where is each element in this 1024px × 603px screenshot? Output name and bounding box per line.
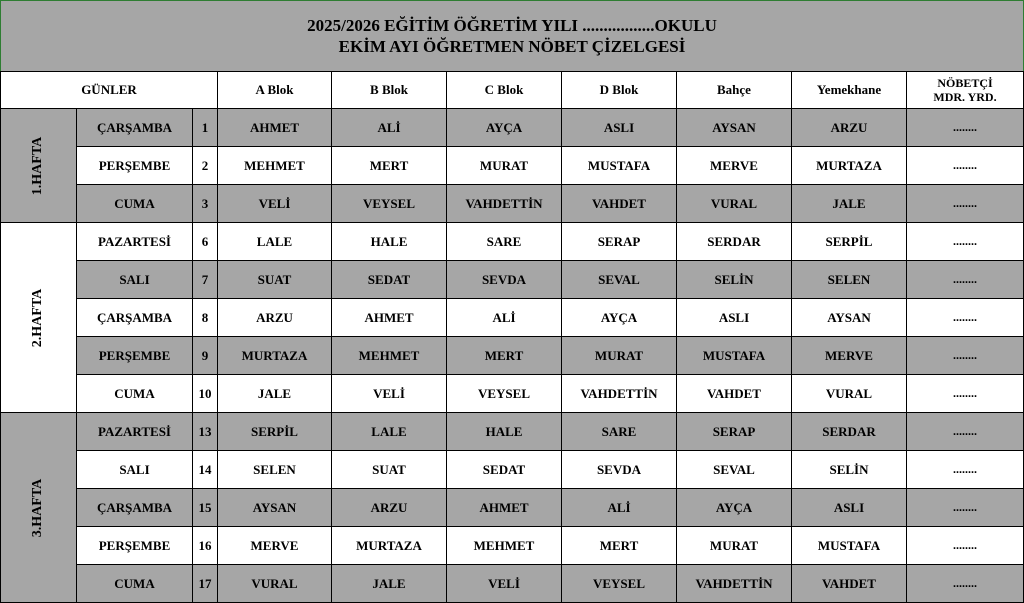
teacher-cell: SERDAR (792, 413, 907, 451)
day-cell: ÇARŞAMBA (77, 489, 193, 527)
day-number-cell: 10 (193, 375, 218, 413)
teacher-cell: AYSAN (792, 299, 907, 337)
duty-vice-principal-cell: ........ (907, 413, 1024, 451)
column-header-bahce: Bahçe (677, 72, 792, 109)
teacher-cell: SEVAL (677, 451, 792, 489)
teacher-cell: MURTAZA (792, 147, 907, 185)
teacher-cell: MUSTAFA (562, 147, 677, 185)
teacher-cell: ARZU (332, 489, 447, 527)
schedule-row (1, 451, 1024, 489)
teacher-cell: VELİ (332, 375, 447, 413)
teacher-cell: MERVE (677, 147, 792, 185)
schedule-row (1, 337, 1024, 375)
teacher-cell: AYÇA (562, 299, 677, 337)
day-number-cell: 14 (193, 451, 218, 489)
teacher-cell: SELİN (677, 261, 792, 299)
duty-vice-principal-cell: ........ (907, 337, 1024, 375)
day-number-cell: 16 (193, 527, 218, 565)
duty-vice-principal-cell: ........ (907, 527, 1024, 565)
schedule-row (1, 109, 1024, 147)
teacher-cell: ALİ (562, 489, 677, 527)
schedule-row (1, 489, 1024, 527)
teacher-cell: MEHMET (447, 527, 562, 565)
teacher-cell: MURAT (677, 527, 792, 565)
teacher-cell: VAHDETTİN (562, 375, 677, 413)
teacher-cell: MUSTAFA (677, 337, 792, 375)
teacher-cell: SUAT (332, 451, 447, 489)
teacher-cell: SERPİL (218, 413, 332, 451)
teacher-cell: VELİ (447, 565, 562, 603)
schedule-row (1, 185, 1024, 223)
teacher-cell: MURAT (447, 147, 562, 185)
day-cell: CUMA (77, 375, 193, 413)
teacher-cell: MURTAZA (218, 337, 332, 375)
teacher-cell: JALE (332, 565, 447, 603)
teacher-cell: ASLI (562, 109, 677, 147)
teacher-cell: SEDAT (447, 451, 562, 489)
teacher-cell: MERT (332, 147, 447, 185)
schedule-row (1, 261, 1024, 299)
teacher-cell: SERDAR (677, 223, 792, 261)
duty-vice-principal-cell: ........ (907, 375, 1024, 413)
duty-header-line2: MDR. YRD. (933, 90, 997, 104)
day-cell: PERŞEMBE (77, 337, 193, 375)
teacher-cell: MURTAZA (332, 527, 447, 565)
teacher-cell: SERPİL (792, 223, 907, 261)
teacher-cell: AYSAN (218, 489, 332, 527)
day-number-cell: 2 (193, 147, 218, 185)
day-number-cell: 15 (193, 489, 218, 527)
teacher-cell: MEHMET (218, 147, 332, 185)
teacher-cell: LALE (218, 223, 332, 261)
week-label: 3.HAFTA (30, 478, 46, 538)
teacher-cell: ARZU (792, 109, 907, 147)
week-label-cell (1, 413, 77, 603)
duty-schedule-table-wrapper (0, 71, 1024, 603)
teacher-cell: JALE (218, 375, 332, 413)
header-row (1, 72, 1024, 109)
teacher-cell: VEYSEL (332, 185, 447, 223)
duty-vice-principal-cell: ........ (907, 147, 1024, 185)
week-label-cell (1, 109, 77, 223)
schedule-title-banner (0, 0, 1024, 72)
schedule-row (1, 147, 1024, 185)
day-cell: CUMA (77, 565, 193, 603)
day-number-cell: 9 (193, 337, 218, 375)
teacher-cell: SEVDA (447, 261, 562, 299)
teacher-cell: HALE (332, 223, 447, 261)
day-cell: PERŞEMBE (77, 147, 193, 185)
day-cell: PAZARTESİ (77, 413, 193, 451)
column-header-duty-vice-principal (907, 72, 1024, 109)
schedule-row (1, 413, 1024, 451)
column-header-c-blok: C Blok (447, 72, 562, 109)
teacher-cell: MUSTAFA (792, 527, 907, 565)
duty-vice-principal-cell: ........ (907, 261, 1024, 299)
teacher-cell: VAHDET (792, 565, 907, 603)
teacher-cell: ARZU (218, 299, 332, 337)
day-cell: SALI (77, 451, 193, 489)
day-number-cell: 17 (193, 565, 218, 603)
teacher-cell: VEYSEL (447, 375, 562, 413)
teacher-cell: VURAL (677, 185, 792, 223)
schedule-row (1, 565, 1024, 603)
teacher-cell: HALE (447, 413, 562, 451)
column-header-a-blok: A Blok (218, 72, 332, 109)
teacher-cell: AHMET (332, 299, 447, 337)
teacher-cell: MERVE (218, 527, 332, 565)
schedule-title-line2: EKİM AYI ÖĞRETMEN NÖBET ÇİZELGESİ (338, 37, 686, 56)
column-header-b-blok: B Blok (332, 72, 447, 109)
day-number-cell: 6 (193, 223, 218, 261)
duty-vice-principal-cell: ........ (907, 109, 1024, 147)
day-cell: PERŞEMBE (77, 527, 193, 565)
duty-vice-principal-cell: ........ (907, 565, 1024, 603)
teacher-cell: LALE (332, 413, 447, 451)
duty-vice-principal-cell: ........ (907, 451, 1024, 489)
teacher-cell: VELİ (218, 185, 332, 223)
teacher-cell: VURAL (792, 375, 907, 413)
teacher-cell: AYSAN (677, 109, 792, 147)
teacher-cell: SELEN (792, 261, 907, 299)
teacher-cell: MURAT (562, 337, 677, 375)
teacher-cell: AHMET (218, 109, 332, 147)
duty-header-line1: NÖBETÇİ (937, 76, 993, 90)
teacher-cell: ALİ (332, 109, 447, 147)
day-number-cell: 1 (193, 109, 218, 147)
teacher-cell: SELİN (792, 451, 907, 489)
teacher-cell: SUAT (218, 261, 332, 299)
week-label-cell (1, 223, 77, 413)
day-number-cell: 7 (193, 261, 218, 299)
teacher-cell: VAHDET (677, 375, 792, 413)
day-cell: PAZARTESİ (77, 223, 193, 261)
duty-vice-principal-cell: ........ (907, 185, 1024, 223)
schedule-title-line1: 2025/2026 EĞİTİM ÖĞRETİM YILI .................OKULU (307, 16, 717, 35)
teacher-cell: VAHDETTİN (677, 565, 792, 603)
teacher-cell: MERT (562, 527, 677, 565)
schedule-row (1, 375, 1024, 413)
teacher-cell: VAHDET (562, 185, 677, 223)
day-cell: ÇARŞAMBA (77, 299, 193, 337)
duty-schedule-table (0, 71, 1024, 603)
teacher-cell: VEYSEL (562, 565, 677, 603)
teacher-cell: ASLI (677, 299, 792, 337)
teacher-cell: MERVE (792, 337, 907, 375)
teacher-cell: AYÇA (447, 109, 562, 147)
teacher-cell: ASLI (792, 489, 907, 527)
schedule-row (1, 527, 1024, 565)
teacher-cell: MEHMET (332, 337, 447, 375)
day-cell: CUMA (77, 185, 193, 223)
schedule-row (1, 223, 1024, 261)
teacher-cell: SARE (562, 413, 677, 451)
duty-vice-principal-cell: ........ (907, 489, 1024, 527)
week-label: 1.HAFTA (30, 136, 46, 196)
teacher-cell: SERAP (562, 223, 677, 261)
column-header-d-blok: D Blok (562, 72, 677, 109)
teacher-cell: SEDAT (332, 261, 447, 299)
week-label: 2.HAFTA (30, 288, 46, 348)
teacher-cell: VURAL (218, 565, 332, 603)
teacher-cell: SELEN (218, 451, 332, 489)
teacher-cell: ALİ (447, 299, 562, 337)
day-number-cell: 13 (193, 413, 218, 451)
teacher-cell: AHMET (447, 489, 562, 527)
teacher-cell: AYÇA (677, 489, 792, 527)
duty-vice-principal-cell: ........ (907, 299, 1024, 337)
column-header-days: GÜNLER (1, 72, 218, 109)
teacher-cell: SEVDA (562, 451, 677, 489)
column-header-yemekhane: Yemekhane (792, 72, 907, 109)
day-number-cell: 3 (193, 185, 218, 223)
teacher-cell: SARE (447, 223, 562, 261)
teacher-cell: JALE (792, 185, 907, 223)
teacher-cell: VAHDETTİN (447, 185, 562, 223)
teacher-cell: SEVAL (562, 261, 677, 299)
duty-vice-principal-cell: ........ (907, 223, 1024, 261)
day-cell: ÇARŞAMBA (77, 109, 193, 147)
day-number-cell: 8 (193, 299, 218, 337)
teacher-cell: MERT (447, 337, 562, 375)
schedule-row (1, 299, 1024, 337)
day-cell: SALI (77, 261, 193, 299)
teacher-cell: SERAP (677, 413, 792, 451)
